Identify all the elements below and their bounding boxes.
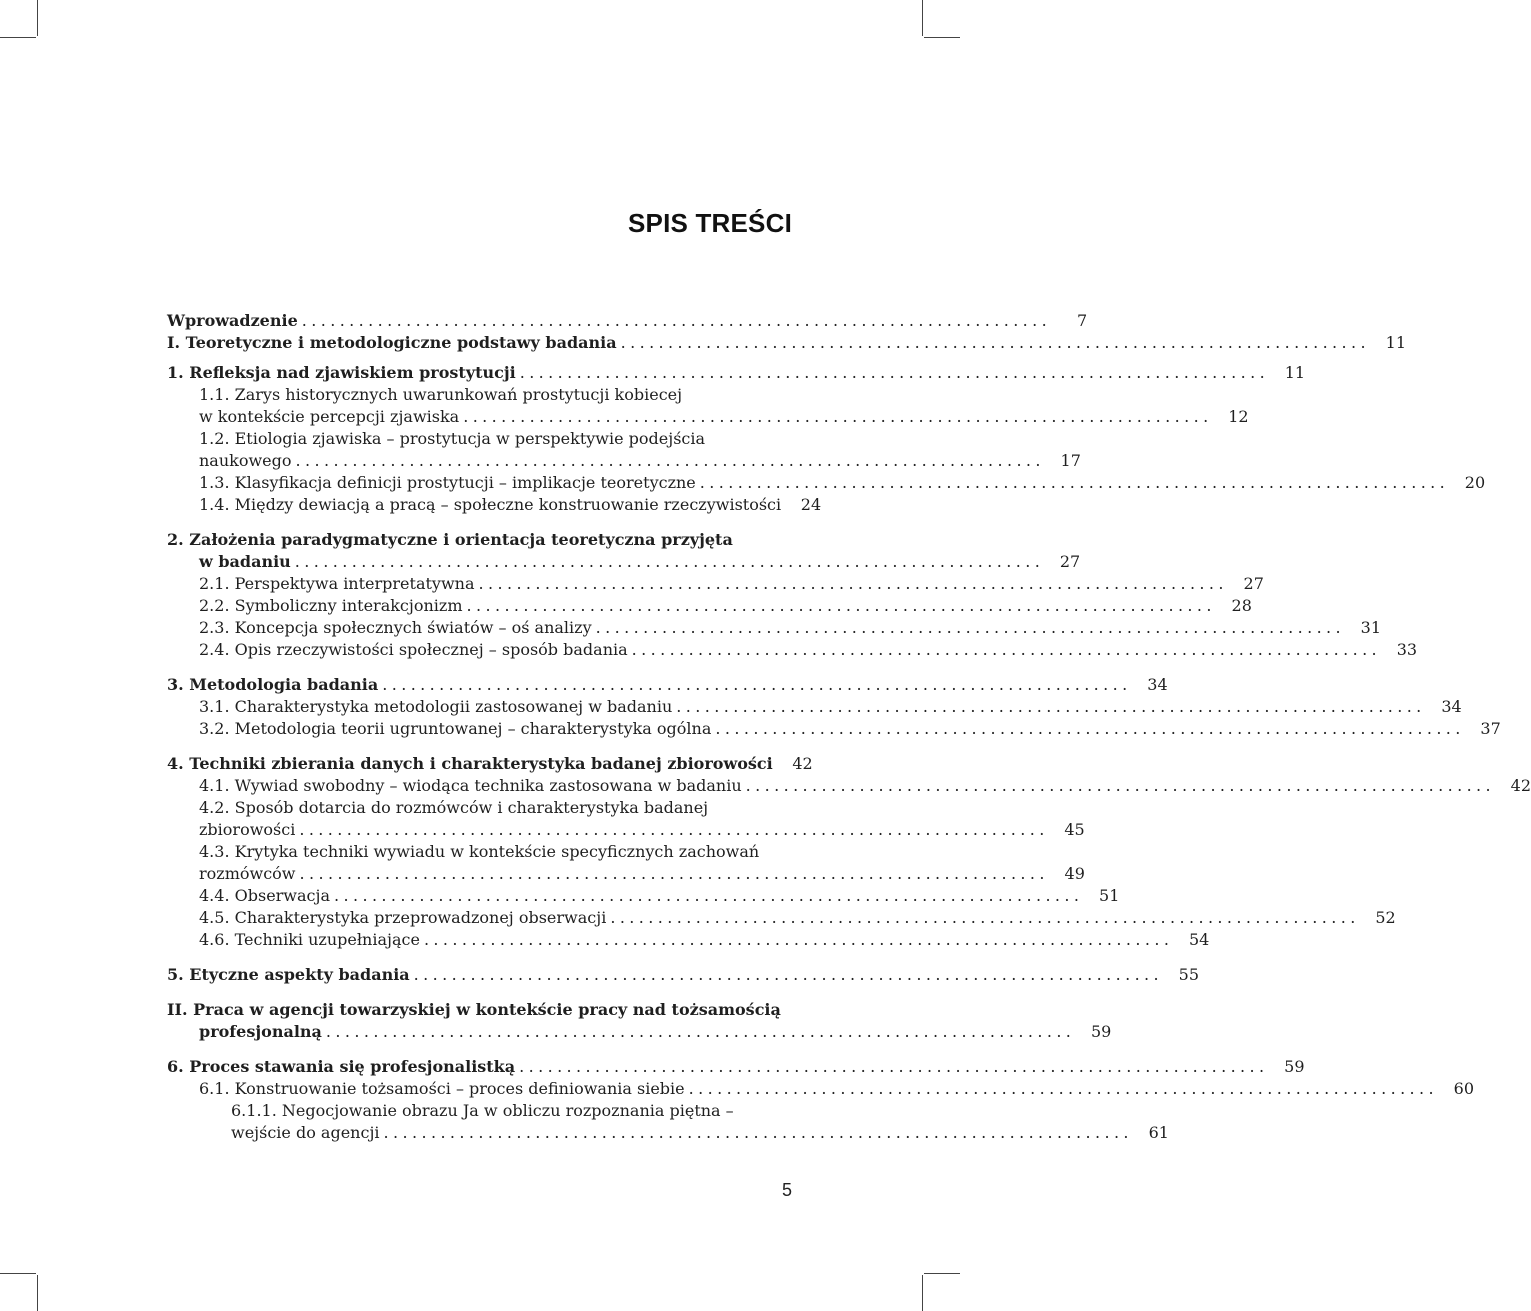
- toc-entry[interactable]: [167, 494, 822, 516]
- toc-entry[interactable]: [167, 863, 1085, 885]
- toc-entry-title: 2.4. Opis rzeczywistości społecznej – sposób badania: [199, 640, 628, 659]
- toc-entry-page: 11: [1284, 363, 1306, 382]
- toc-entry-page: 42: [1510, 776, 1531, 795]
- toc-entry-title: 1.1. Zarys historycznych uwarunkowań prostytucji kobiecej: [199, 385, 683, 404]
- toc-entry[interactable]: [167, 674, 1168, 696]
- toc-entry-title: 6.1. Konstruowanie tożsamości – proces definiowania siebie: [199, 1079, 685, 1098]
- dot-leader: ...............................................................................: [610, 908, 1360, 927]
- toc-entry[interactable]: [167, 775, 1531, 797]
- toc-entry-page: 27: [1243, 574, 1264, 593]
- toc-entry-title: 4.1. Wywiad swobodny – wiodąca technika zastosowana w badaniu: [199, 776, 742, 795]
- dot-leader: ...............................................................................: [688, 1079, 1439, 1098]
- toc-entry-title: 3.1. Charakterystyka metodologii zastosowanej w badaniu: [199, 697, 673, 716]
- toc-entry[interactable]: [167, 1122, 1169, 1144]
- toc-entry-page: 42: [792, 754, 813, 773]
- dot-leader: ...............................................................................: [463, 407, 1213, 426]
- toc-entry-title: 4.3. Krytyka techniki wywiadu w kontekście specyficznych zachowań: [199, 842, 760, 861]
- dot-leader: ...............................................................................: [413, 965, 1164, 984]
- toc-entry[interactable]: [167, 907, 1396, 929]
- toc-entry-page: 34: [1441, 697, 1462, 716]
- dot-leader: ...............................................................................: [382, 675, 1132, 694]
- toc-entry-title: 5. Etyczne aspekty badania: [167, 965, 410, 984]
- toc-entry-title: II. Praca w agencji towarzyskiej w kontekście pracy nad tożsamością: [167, 1000, 781, 1019]
- toc-entry-page: 54: [1188, 930, 1210, 949]
- toc-entry-title: 4.5. Charakterystyka przeprowadzonej obserwacji: [199, 908, 607, 927]
- toc-entry-title: 6. Proces stawania się profesjonalistką: [167, 1057, 516, 1076]
- toc-entry-title: rozmówców: [199, 864, 296, 883]
- toc-entry[interactable]: [167, 964, 1200, 986]
- toc-entry-title: 4. Techniki zbierania danych i charakterystyka badanej zbiorowości: [167, 754, 773, 773]
- toc-entry-page: 33: [1396, 640, 1418, 659]
- toc-entry[interactable]: [167, 929, 1210, 951]
- dot-leader: ...............................................................................: [294, 552, 1045, 571]
- dot-leader: ...............................................................................: [745, 776, 1496, 795]
- dot-leader: ...............................................................................: [620, 333, 1370, 352]
- toc-entry-page: 12: [1228, 407, 1249, 426]
- toc-entry-title: 4.4. Obserwacja: [199, 886, 330, 905]
- toc-entry-page: 7: [1076, 311, 1088, 330]
- toc-entry[interactable]: [167, 573, 1264, 595]
- toc-entry[interactable]: [167, 428, 795, 450]
- toc-entry[interactable]: [167, 406, 1249, 428]
- toc-entry-title: 4.6. Techniki uzupełniające: [199, 930, 420, 949]
- toc-spacer: [167, 740, 795, 753]
- toc-entry[interactable]: [167, 819, 1085, 841]
- toc-entry[interactable]: [167, 999, 795, 1021]
- dot-leader: ...............................................................................: [423, 930, 1174, 949]
- toc-spacer: [167, 1043, 795, 1056]
- toc-spacer: [167, 661, 795, 674]
- table-of-contents: [167, 310, 1531, 1144]
- toc-entry-title: 1. Refleksja nad zjawiskiem prostytucji: [167, 363, 516, 382]
- toc-entry-title: zbiorowości: [199, 820, 296, 839]
- dot-leader: ...............................................................................: [699, 473, 1450, 492]
- toc-spacer: [167, 354, 795, 362]
- toc-entry-title: w badaniu: [199, 552, 291, 571]
- toc-entry-title: 1.2. Etiologia zjawiska – prostytucja w perspektywie podejścia: [199, 429, 706, 448]
- toc-entry[interactable]: [167, 595, 1252, 617]
- crop-mark: [0, 1273, 36, 1274]
- toc-entry-page: 34: [1147, 675, 1168, 694]
- toc-entry[interactable]: [167, 1078, 1475, 1100]
- toc-entry[interactable]: [167, 1056, 1305, 1078]
- toc-entry-title: wejście do agencji: [231, 1123, 380, 1142]
- toc-entry[interactable]: [167, 696, 1462, 718]
- toc-entry-page: 59: [1284, 1057, 1305, 1076]
- dot-leader: ...............................................................................: [383, 1123, 1133, 1142]
- toc-entry-page: 31: [1360, 618, 1382, 637]
- toc-entry-page: 11: [1385, 333, 1406, 352]
- toc-entry-title: 2.3. Koncepcja społecznych światów – oś analizy: [199, 618, 592, 637]
- toc-spacer: [167, 986, 795, 999]
- toc-entry-page: 49: [1064, 864, 1085, 883]
- toc-entry-title: 4.2. Sposób dotarcia do rozmówców i charakterystyka badanej: [199, 798, 709, 817]
- toc-entry[interactable]: [167, 753, 813, 775]
- dot-leader: ...............................................................................: [595, 618, 1346, 637]
- toc-entry-title: 2.2. Symboliczny interakcjonizm: [199, 596, 463, 615]
- crop-mark: [37, 0, 38, 36]
- toc-entry[interactable]: [167, 1100, 795, 1122]
- dot-leader: ...............................................................................: [301, 311, 1052, 330]
- toc-entry-title: 1.4. Między dewiacją a pracą – społeczne konstruowanie rzeczywistości: [199, 495, 782, 514]
- toc-entry[interactable]: [167, 551, 1081, 573]
- toc-entry[interactable]: [167, 617, 1382, 639]
- toc-entry-page: 60: [1453, 1079, 1475, 1098]
- dot-leader: ...............................................................................: [325, 1022, 1076, 1041]
- crop-mark: [922, 1275, 923, 1311]
- dot-leader: ...............................................................................: [295, 451, 1045, 470]
- toc-entry-page: 17: [1060, 451, 1081, 470]
- toc-entry[interactable]: [167, 472, 1486, 494]
- toc-entry-title: w kontekście percepcji zjawiska: [199, 407, 460, 426]
- toc-entry-page: 20: [1464, 473, 1486, 492]
- toc-entry-title: 2. Założenia paradygmatyczne i orientacja teoretyczna przyjęta: [167, 530, 733, 549]
- toc-entry-title: 2.1. Perspektywa interpretatywna: [199, 574, 475, 593]
- dot-leader: ...............................................................................: [676, 697, 1426, 716]
- toc-spacer: [167, 951, 795, 964]
- toc-entry-title: 3. Metodologia badania: [167, 675, 379, 694]
- toc-entry[interactable]: [167, 1021, 1112, 1043]
- dot-leader: ...............................................................................: [466, 596, 1216, 615]
- crop-mark: [0, 37, 36, 38]
- toc-entry[interactable]: [167, 639, 1418, 661]
- toc-entry-page: 52: [1375, 908, 1396, 927]
- toc-entry-page: 24: [800, 495, 822, 514]
- dot-leader: ...............................................................................: [299, 820, 1049, 839]
- toc-entry-title: naukowego: [199, 451, 292, 470]
- toc-entry-title: profesjonalną: [199, 1022, 322, 1041]
- page-title: SPIS TREŚCI: [627, 208, 792, 238]
- toc-entry[interactable]: [167, 384, 795, 406]
- toc-entry[interactable]: [167, 310, 1088, 332]
- toc-entry-page: 37: [1480, 719, 1501, 738]
- dot-leader: ...............................................................................: [478, 574, 1228, 593]
- toc-entry-page: 51: [1099, 886, 1120, 905]
- toc-entry[interactable]: [167, 332, 1406, 354]
- toc-entry[interactable]: [167, 841, 795, 863]
- dot-leader: ...............................................................................: [334, 886, 1084, 905]
- toc-entry-page: 61: [1148, 1123, 1169, 1142]
- crop-mark: [924, 37, 960, 38]
- dot-leader: ...............................................................................: [519, 363, 1270, 382]
- dot-leader: ...............................................................................: [715, 719, 1465, 738]
- crop-mark: [924, 1273, 960, 1274]
- toc-entry[interactable]: [167, 797, 795, 819]
- toc-entry[interactable]: [167, 450, 1081, 472]
- toc-entry-title: Wprowadzenie: [167, 311, 298, 330]
- dot-leader: ...............................................................................: [519, 1057, 1269, 1076]
- toc-entry[interactable]: [167, 362, 1306, 384]
- crop-mark: [922, 0, 923, 36]
- toc-entry-page: 45: [1064, 820, 1085, 839]
- toc-entry[interactable]: [167, 718, 1501, 740]
- toc-entry[interactable]: [167, 529, 795, 551]
- toc-entry-page: 59: [1090, 1022, 1112, 1041]
- dot-leader: ...............................................................................: [631, 640, 1382, 659]
- page-number: 5: [781, 1180, 792, 1200]
- toc-entry-page: 28: [1231, 596, 1252, 615]
- crop-mark: [37, 1275, 38, 1311]
- dot-leader: ...............................................................................: [299, 864, 1049, 883]
- toc-entry-title: I. Teoretyczne i metodologiczne podstawy badania: [167, 333, 617, 352]
- toc-entry-page: 27: [1059, 552, 1081, 571]
- toc-spacer: [167, 516, 795, 529]
- toc-entry-title: 1.3. Klasyfikacja definicji prostytucji – implikacje teoretyczne: [199, 473, 696, 492]
- toc-entry-title: 3.2. Metodologia teorii ugruntowanej – charakterystyka ogólna: [199, 719, 712, 738]
- toc-entry-title: 6.1.1. Negocjowanie obrazu Ja w obliczu rozpoznania piętna –: [231, 1101, 734, 1120]
- toc-entry-page: 55: [1178, 965, 1200, 984]
- toc-entry[interactable]: [167, 885, 1120, 907]
